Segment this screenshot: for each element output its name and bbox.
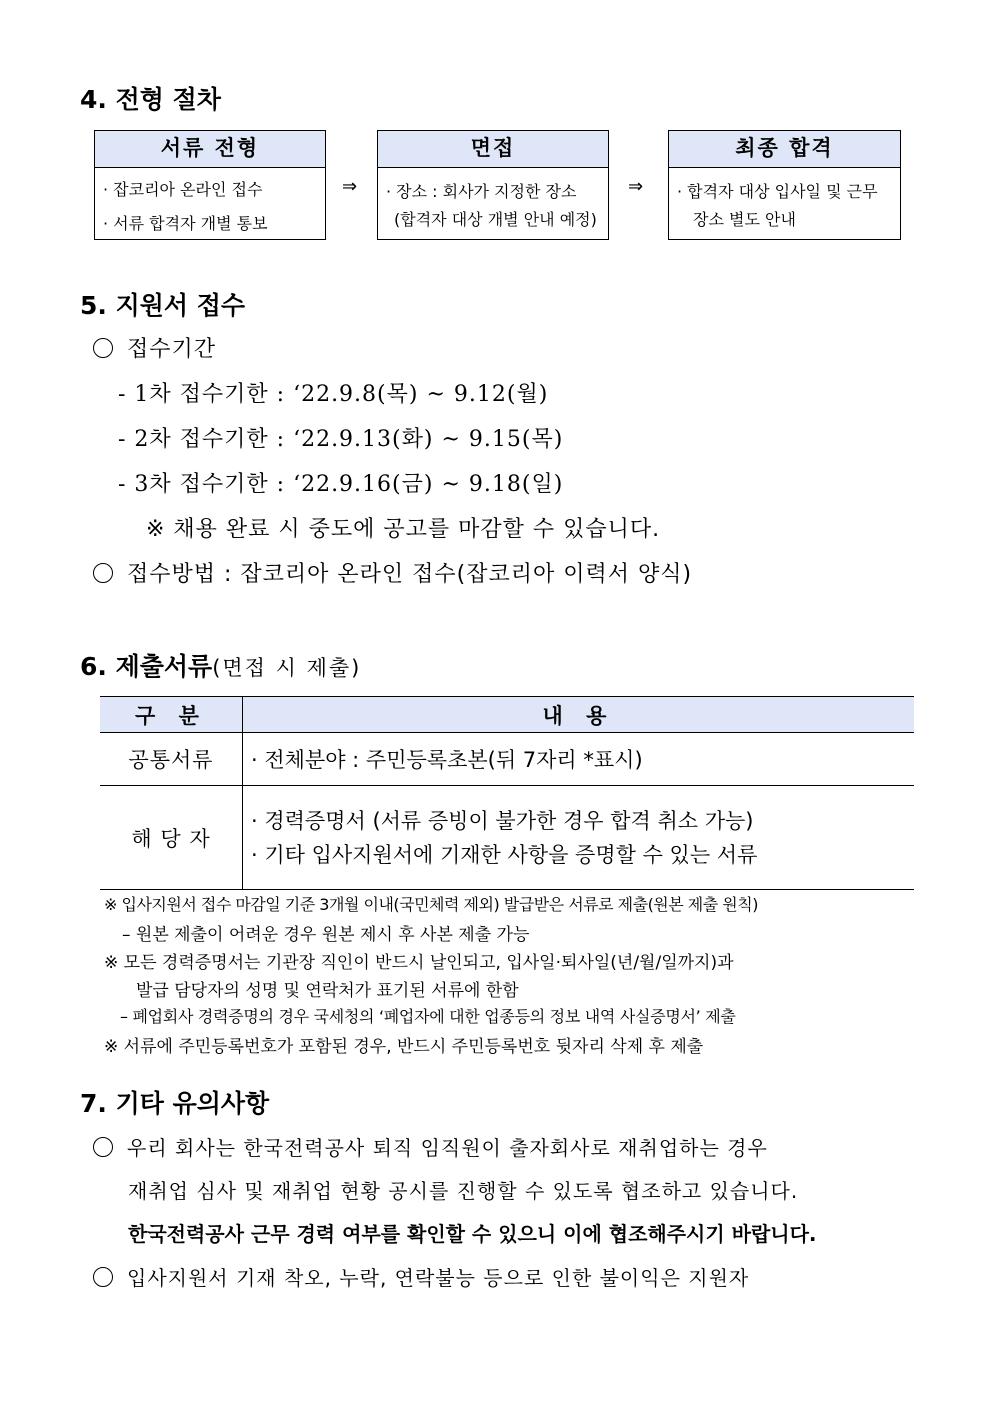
row-label: 해 당 자 [100, 786, 243, 890]
round-1: - 1차 접수기한 : ‘22.9.8(목) ~ 9.12(월) [118, 382, 549, 407]
section-6-title [80, 647, 361, 683]
note-3: ※ 서류에 주민등록번호가 포함된 경우, 반드시 주민등록번호 뒷자리 삭제 후 제출 [104, 1037, 704, 1057]
header-content: 내 용 [243, 697, 915, 733]
step-title: 최종 합격 [669, 131, 900, 168]
step-line: (합격자 대상 개별 안내 예정) [394, 210, 597, 229]
step-line: · 서류 합격자 개별 통보 [103, 214, 268, 233]
method-line [93, 557, 692, 588]
notice-2-text: 입사지원서 기재 착오, 누락, 연락불능 등으로 인한 불이익은 지원자 [127, 1266, 750, 1290]
step-interview [377, 130, 609, 240]
step-line: 장소 별도 안내 [693, 210, 796, 229]
table-row [100, 786, 914, 890]
row-content [243, 786, 915, 890]
table-header-row [100, 697, 914, 733]
note-2-sub: – 폐업회사 경력증명의 경우 국세청의 ‘폐업자에 대한 업종등의 정보 내역 사실증명서’ 제출 [120, 1007, 736, 1026]
row-label: 공통서류 [100, 733, 243, 786]
notice-1-line-1 [93, 1132, 768, 1161]
documents-table [100, 696, 914, 890]
section-6-title-main: 6. 제출서류 [80, 652, 213, 681]
notice-2 [93, 1262, 749, 1291]
step-final-pass [668, 130, 901, 240]
arrow-icon: ⇒ [628, 176, 644, 197]
early-close-note: ※ 채용 완료 시 중도에 공고를 마감할 수 있습니다. [146, 517, 661, 542]
circle-bullet-icon [93, 338, 113, 358]
period-heading [93, 332, 216, 363]
section-4-title: 4. 전형 절차 [80, 85, 221, 114]
arrow-icon: ⇒ [342, 176, 358, 197]
row-item: · 경력증명서 (서류 증빙이 불가한 경우 합격 취소 가능) [251, 808, 754, 833]
row-item: · 기타 입사지원서에 기재한 사항을 증명할 수 있는 서류 [251, 842, 758, 867]
notice-1-line-3: 한국전력공사 근무 경력 여부를 확인할 수 있으니 이에 협조해주시기 바랍니다. [128, 1222, 817, 1246]
round-3: - 3차 접수기한 : ‘22.9.16(금) ~ 9.18(일) [118, 472, 564, 497]
section-5-title: 5. 지원서 접수 [80, 291, 246, 320]
note-1-sub: – 원본 제출이 어려운 경우 원본 제시 후 사본 제출 가능 [122, 925, 530, 945]
step-line: · 합격자 대상 입사일 및 근무 [677, 182, 878, 201]
circle-bullet-icon [93, 563, 113, 583]
notice-1-text: 우리 회사는 한국전력공사 퇴직 임직원이 출자회사로 재취업하는 경우 [127, 1136, 768, 1160]
step-line: · 장소 : 회사가 지정한 장소 [386, 182, 577, 201]
note-1: ※ 입사지원서 접수 마감일 기준 3개월 이내(국민체력 제외) 발급받은 서류로 제출(원본 제출 원칙) [104, 895, 758, 914]
step-title: 면접 [378, 131, 608, 168]
section-6-title-suffix: (면접 시 제출) [212, 656, 362, 680]
note-2: ※ 모든 경력증명서는 기관장 직인이 반드시 날인되고, 입사일·퇴사일(년/월/일까지)과 [104, 953, 734, 973]
method-text: 접수방법 : 잡코리아 온라인 접수(잡코리아 이력서 양식) [127, 562, 693, 587]
step-document-screening [94, 130, 326, 240]
section-7-title: 7. 기타 유의사항 [80, 1089, 270, 1118]
round-2: - 2차 접수기한 : ‘22.9.13(화) ~ 9.15(목) [118, 427, 564, 452]
row-content: · 전체분야 : 주민등록초본(뒤 7자리 *표시) [243, 733, 915, 786]
period-label: 접수기간 [127, 337, 217, 362]
table-row [100, 733, 914, 786]
header-category: 구 분 [100, 697, 243, 733]
circle-bullet-icon [93, 1267, 113, 1287]
note-2-cont: 발급 담당자의 성명 및 연락처가 표기된 서류에 한함 [136, 981, 519, 1001]
step-line: · 잡코리아 온라인 접수 [103, 180, 263, 199]
notice-1-line-2: 재취업 심사 및 재취업 현황 공시를 진행할 수 있도록 협조하고 있습니다. [128, 1179, 799, 1203]
step-title: 서류 전형 [95, 131, 325, 168]
circle-bullet-icon [93, 1137, 113, 1157]
